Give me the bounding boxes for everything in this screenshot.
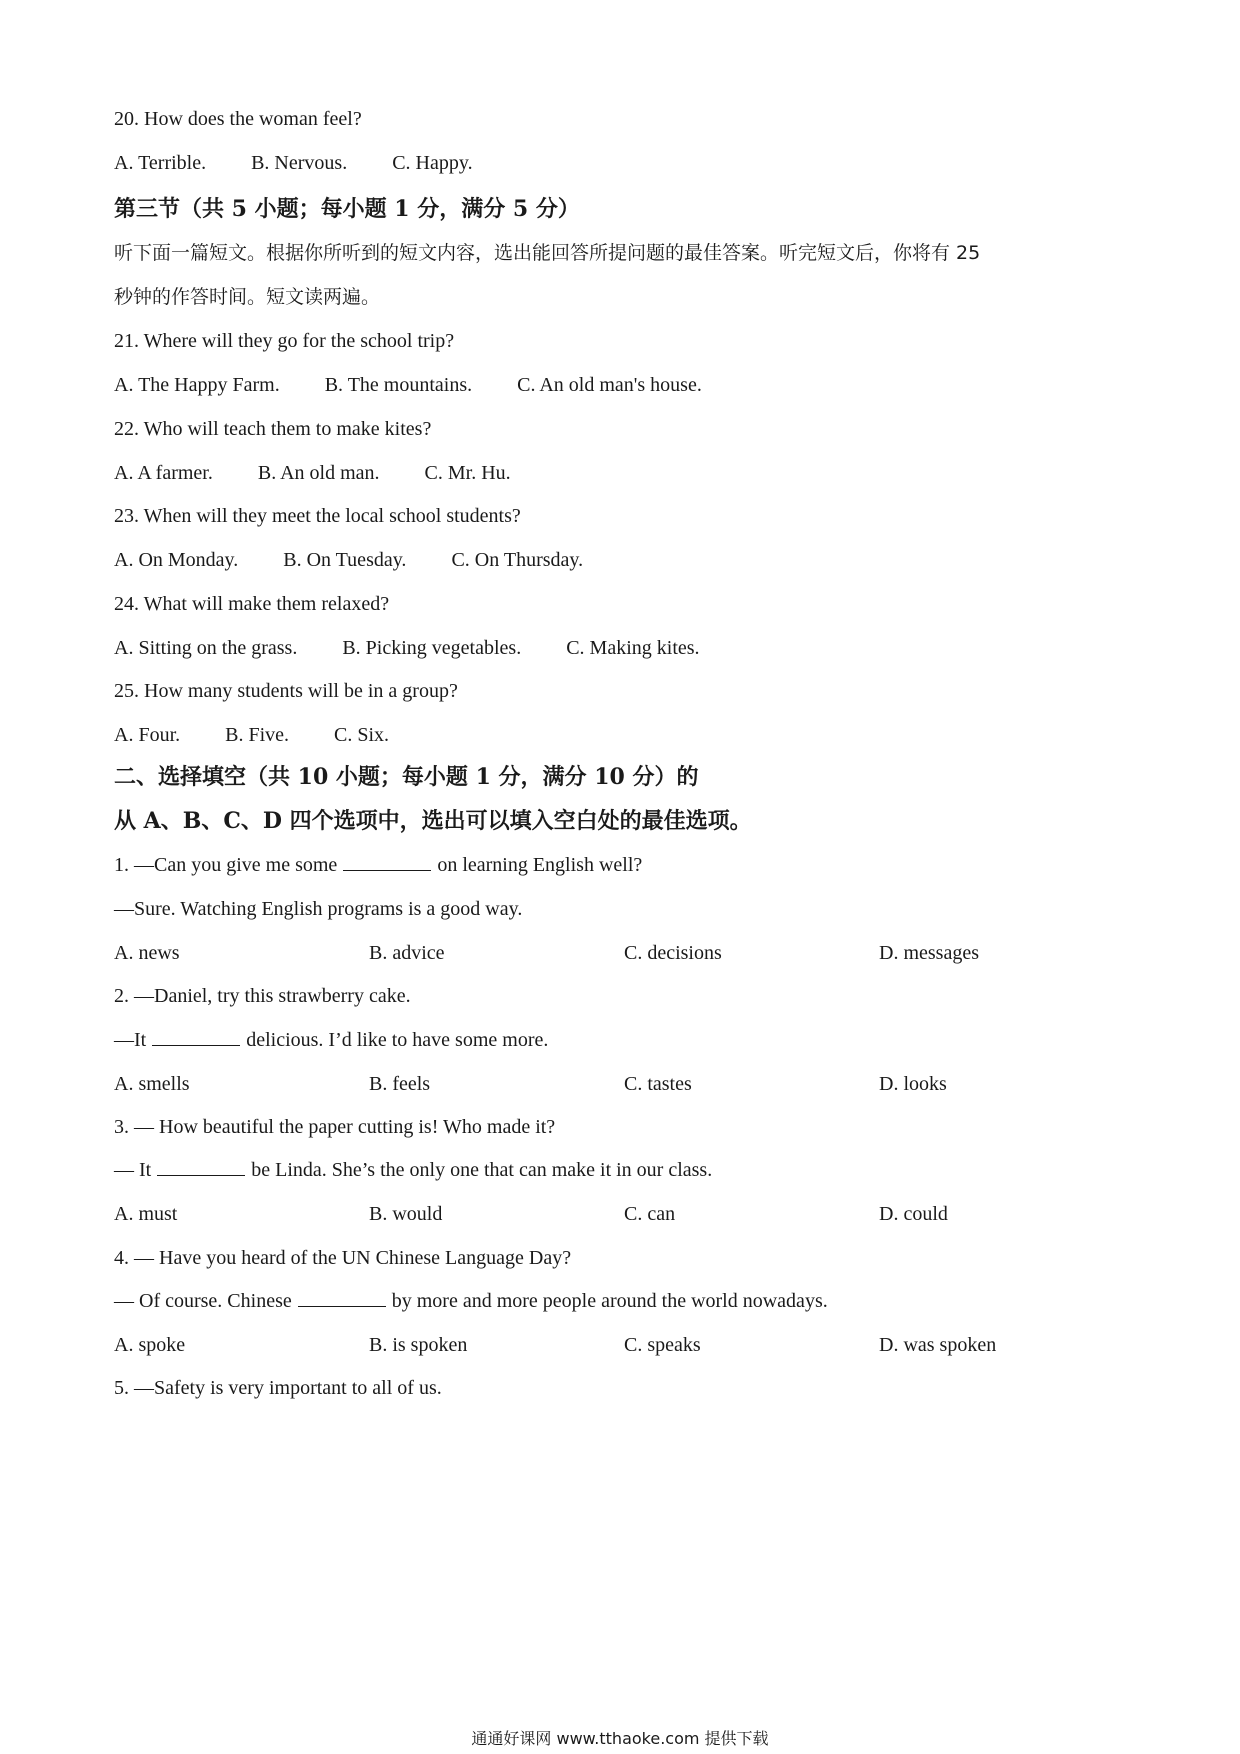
section-3-instruction-line2: 秒钟的作答时间。短文读两遍。 — [114, 286, 381, 308]
question-23-options — [114, 547, 623, 573]
part-2-instruction: 从 A、B、C、D 四个选项中，选出可以填入空白处的最佳选项。 — [114, 808, 752, 834]
option-a: A. smells — [114, 1073, 190, 1095]
mc-question-4-options — [114, 1332, 1134, 1358]
answer-blank — [343, 852, 431, 871]
question-20-stem: 20. How does the woman feel? — [114, 108, 362, 130]
option-b: B. is spoken — [369, 1334, 468, 1356]
stem-before-blank: — Of course. Chinese — [114, 1290, 292, 1312]
stem-after-blank: on learning English well? — [437, 854, 643, 876]
option-a: A. spoke — [114, 1334, 186, 1356]
option-c: C. Happy. — [392, 152, 473, 174]
section-3-heading: 第三节（共 5 小题；每小题 1 分，满分 5 分） — [114, 196, 580, 222]
option-a: A. The Happy Farm. — [114, 374, 280, 396]
option-b: B. would — [369, 1203, 443, 1225]
mc-question-1-line2: —Sure. Watching English programs is a good way. — [114, 898, 523, 920]
option-a: A. Terrible. — [114, 152, 207, 174]
option-d: D. could — [879, 1203, 948, 1225]
option-a: A. On Monday. — [114, 549, 239, 571]
option-c: C. Mr. Hu. — [424, 462, 511, 484]
stem-before-blank: — It — [114, 1159, 152, 1181]
answer-blank — [157, 1157, 245, 1176]
mc-question-3-line1: 3. — How beautiful the paper cutting is! Who made it? — [114, 1116, 556, 1138]
option-b: B. feels — [369, 1073, 431, 1095]
question-21-options — [114, 372, 742, 398]
option-d: D. was spoken — [879, 1334, 997, 1356]
option-a: A. Four. — [114, 724, 181, 746]
option-c: C. speaks — [624, 1334, 701, 1356]
page-footer-credit: 通通好课网 www.tthaoke.com 提供下载 — [471, 1729, 769, 1748]
option-a: A. Sitting on the grass. — [114, 637, 298, 659]
question-24-options — [114, 635, 740, 661]
option-c: C. Making kites. — [566, 637, 700, 659]
option-a: A. A farmer. — [114, 462, 213, 484]
mc-question-5-line1: 5. —Safety is very important to all of us. — [114, 1377, 442, 1399]
mc-question-4-line2 — [114, 1288, 828, 1314]
answer-blank — [298, 1288, 386, 1307]
option-d: D. messages — [879, 942, 979, 964]
option-c: C. decisions — [624, 942, 722, 964]
stem-after-blank: delicious. I’d like to have some more. — [246, 1029, 549, 1051]
stem-after-blank: by more and more people around the world nowadays. — [391, 1290, 828, 1312]
question-25-options — [114, 722, 429, 748]
mc-question-1-options — [114, 940, 1134, 966]
section-3-instruction-line1: 听下面一篇短文。根据你所听到的短文内容，选出能回答所提问题的最佳答案。听完短文后，你将有 25 — [114, 242, 981, 264]
answer-blank — [152, 1027, 240, 1046]
question-24-stem: 24. What will make them relaxed? — [114, 593, 390, 615]
option-b: B. On Tuesday. — [283, 549, 407, 571]
option-b: B. An old man. — [257, 462, 380, 484]
stem-after-blank: be Linda. She’s the only one that can make it in our class. — [251, 1159, 713, 1181]
stem-before-blank: 1. —Can you give me some — [114, 854, 338, 876]
mc-question-2-line1: 2. —Daniel, try this strawberry cake. — [114, 985, 411, 1007]
option-b: B. Nervous. — [251, 152, 348, 174]
stem-before-blank: —It — [114, 1029, 147, 1051]
mc-question-2-options — [114, 1071, 1134, 1097]
option-c: C. tastes — [624, 1073, 692, 1095]
question-21-stem: 21. Where will they go for the school trip? — [114, 330, 455, 352]
question-25-stem: 25. How many students will be in a group? — [114, 680, 458, 702]
option-c: C. An old man's house. — [517, 374, 702, 396]
mc-question-4-line1: 4. — Have you heard of the UN Chinese Language Day? — [114, 1247, 572, 1269]
question-20-options — [114, 150, 513, 176]
mc-question-2-line2 — [114, 1027, 548, 1053]
option-a: A. must — [114, 1203, 178, 1225]
option-a: A. news — [114, 942, 180, 964]
option-c: C. Six. — [334, 724, 390, 746]
mc-question-1-line1 — [114, 852, 642, 878]
mc-question-3-line2 — [114, 1157, 712, 1183]
option-b: B. Five. — [225, 724, 290, 746]
question-22-stem: 22. Who will teach them to make kites? — [114, 418, 432, 440]
option-b: B. advice — [369, 942, 445, 964]
option-b: B. Picking vegetables. — [342, 637, 522, 659]
option-c: C. On Thursday. — [451, 549, 584, 571]
question-23-stem: 23. When will they meet the local school students? — [114, 505, 521, 527]
part-2-heading: 二、选择填空（共 10 小题；每小题 1 分，满分 10 分）的 — [114, 764, 699, 790]
mc-question-3-options — [114, 1201, 1134, 1227]
option-d: D. looks — [879, 1073, 947, 1095]
option-b: B. The mountains. — [324, 374, 473, 396]
question-22-options — [114, 460, 551, 486]
option-c: C. can — [624, 1203, 676, 1225]
